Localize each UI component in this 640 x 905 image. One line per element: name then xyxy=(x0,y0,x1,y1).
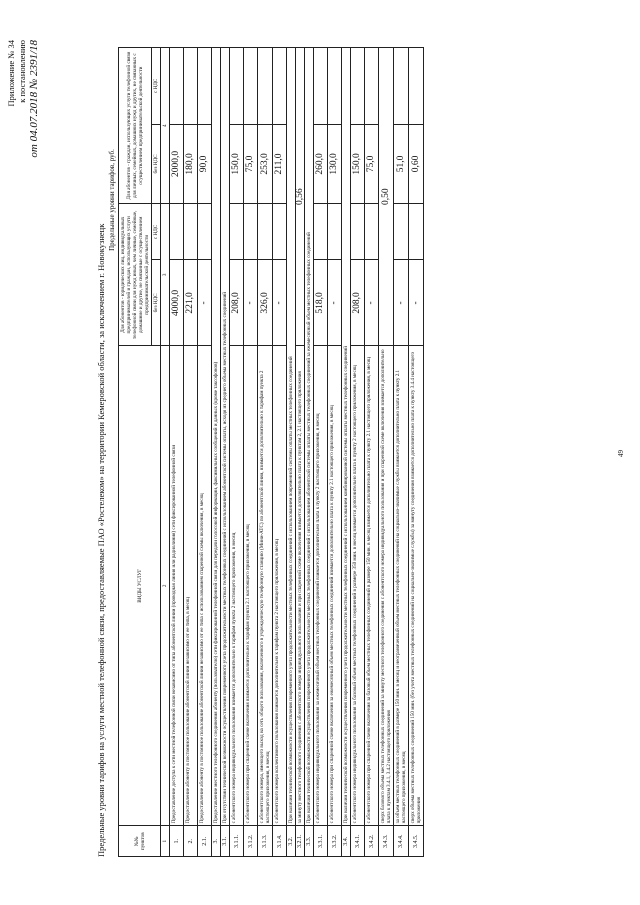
tariff-b-s-nds xyxy=(230,48,244,125)
tariff-b-bez-nds: 51,0 xyxy=(394,124,409,204)
row-number: 3.2. xyxy=(287,826,296,857)
tariff-a-bez-nds: 208,0 xyxy=(230,260,244,346)
tariff-a-s-nds xyxy=(328,204,342,260)
table-row xyxy=(328,48,342,857)
tariff-b-bez-nds: 180,0 xyxy=(184,124,198,204)
tariff-a-bez-nds: - xyxy=(244,260,258,346)
tariff-b-bez-nds: 0,60 xyxy=(409,124,424,204)
tariff-b-s-nds xyxy=(258,48,273,125)
service-description: за объем местных телефонных соединений в размере 150 мин. в месяц и неограниченный объем местных телефонных соединений на социально-значимые службы взимается дополнительно плата к пункту 2.1 настоящего приложения, в месяц xyxy=(394,346,409,826)
section-row xyxy=(212,48,221,857)
tariff-b-bez-nds: 2000,0 xyxy=(170,124,184,204)
tariff-b-bez-nds: 75,0 xyxy=(365,124,379,204)
row-number: 3.4.2. xyxy=(365,826,379,857)
row-number: 3.4.4. xyxy=(394,826,409,857)
tariff-a-bez-nds: 4000,0 xyxy=(170,260,184,346)
row-number: 3.2.1. xyxy=(296,826,305,857)
section-row xyxy=(287,48,296,857)
tariff-a-s-nds xyxy=(351,204,365,260)
tariff-a-s-nds xyxy=(409,204,424,260)
tariff-table-body xyxy=(170,48,424,857)
row-number: 2. xyxy=(184,826,198,857)
table-row xyxy=(296,48,305,857)
header-row-groups xyxy=(119,48,152,857)
section-title: При наличии технической возможности осуществления повременного учета продолжительности местных телефонных соединений с использованием повременной системы оплаты местных телефонных соединений xyxy=(287,48,296,826)
tariff-b-bez-nds: 90,0 xyxy=(198,124,212,204)
table-row xyxy=(198,48,212,857)
tariff-a-s-nds xyxy=(244,204,258,260)
service-description: с абонентского номера при спаренной схеме включения за базовый объем местных телефонных соединений в размере 150 мин. в месяц взимается дополнительно плата к пункту 2.1 настоящего приложения, в месяц xyxy=(365,346,379,826)
section-title: Предоставление местного телефонного соединения абоненту (пользователю) сети фиксированной телефонной связи для передачи голосовой информации, факсимильных сообщений и данных (кроме таксофонов) xyxy=(212,48,221,826)
col-b-bez-nds: без НДС xyxy=(152,124,161,204)
tariff-a-bez-nds: 221,0 xyxy=(184,260,198,346)
col-num-3: 3 xyxy=(161,204,170,346)
service-description: с абонентского номера при спаренной схеме включения взимается дополнительно к тарифам пункта 2.1 настоящего приложения, в месяц xyxy=(244,346,258,826)
tariff-a-bez-nds: - xyxy=(328,260,342,346)
row-number: 3.4.1. xyxy=(351,826,365,857)
tariff-a-s-nds xyxy=(314,204,328,260)
tariff-b-bez-nds: 211,0 xyxy=(273,124,287,204)
tariff-a-bez-nds: - xyxy=(273,260,287,346)
row-number: 3.1.3. xyxy=(258,826,273,857)
table-row xyxy=(409,48,424,857)
tariff-b-bez-nds: 75,0 xyxy=(244,124,258,204)
header-row-numbers xyxy=(161,48,170,857)
tariff-a-s-nds xyxy=(230,204,244,260)
row-number: 3.4. xyxy=(342,826,351,857)
col-number-header: №№ пунктов xyxy=(119,826,161,857)
tariff-a-s-nds xyxy=(198,204,212,260)
tariff-a-s-nds xyxy=(258,204,273,260)
col-num-1: 1 xyxy=(161,826,170,857)
tariff-a-s-nds xyxy=(394,204,409,260)
service-description: с абонентского номера индивидуального пользования за ежемесячный объем местных телефонных соединений взимается дополнительно плата к пункту 2 настоящего приложения, в месяц xyxy=(314,346,328,826)
service-description: с абонентского номера, имеющего выход на сеть общего пользования, включенного в учрежденческую телефонную станцию (Мини-АТС) по абонентской линии, взимается дополнительно к тарифам пункта 2 настоящего приложения, в месяц xyxy=(258,346,273,826)
service-description: Предоставление абоненту в постоянное пользование абонентской линии независимо от ее типа, в месяц xyxy=(184,346,198,826)
tariff-a-s-nds xyxy=(365,204,379,260)
tariff-b-bez-nds: 150,0 xyxy=(230,124,244,204)
table-row xyxy=(170,48,184,857)
tariff-b-bez-nds: 150,0 xyxy=(351,124,365,204)
table-row xyxy=(258,48,273,857)
tariff-a-bez-nds: 326,0 xyxy=(258,260,273,346)
tariff-a-bez-nds: - xyxy=(365,260,379,346)
row-number: 3.3.2. xyxy=(328,826,342,857)
tariff-a-bez-nds: 518,0 xyxy=(314,260,328,346)
tariff-b-s-nds xyxy=(198,48,212,125)
row-number: 3.3. xyxy=(305,826,314,857)
service-description: Предоставление абоненту в постоянное пользование абонентской линии независимо от ее типа с использованием спаренной схемы включения, в месяц xyxy=(198,346,212,826)
tariff-b-s-nds xyxy=(170,48,184,125)
tariff-subtitle: Предельные уровни тарифов, руб. xyxy=(108,149,116,251)
section-row xyxy=(342,48,351,857)
service-description: с абонентского номера при спаренной схеме включения за ежемесячный объем местных телефонных соединений взимается дополнительно плата к пункту 2.1 настоящего приложения, в месяц xyxy=(328,346,342,826)
row-number: 2.1. xyxy=(198,826,212,857)
appendix-label: Приложение № 34 xyxy=(6,40,16,107)
row-number: 3.1.4. xyxy=(273,826,287,857)
tariff-b-bez-nds: 253,0 xyxy=(258,124,273,204)
tariff-table xyxy=(118,47,424,857)
table-row xyxy=(379,48,394,857)
service-description: с абонентского номера индивидуального пользования за базовый объем местных телефонных соединений в размере 350 мин. в месяц взимается дополнительно плата к пункту 2 настоящего приложения, в месяц xyxy=(351,346,365,826)
col-num-2: 2 xyxy=(161,346,170,826)
row-number: 3.4.5. xyxy=(409,826,424,857)
service-description: с абонентского номера коллективного пользования взимается дополнительно к тарифам пункта 2 настоящего приложения, в месяц xyxy=(273,346,287,826)
tariff-a-bez-nds: 208,0 xyxy=(351,260,365,346)
col-group-a-header: Для абонентов - юридических лиц, индивидуальных предпринимателей и граждан, использующих услуги телефонной связи для нужд иных, чем личные, семейные, домашние и другие, не связанные с осуществлением предпринимательской деятельности xyxy=(119,204,152,346)
row-number: 1. xyxy=(170,826,184,857)
col-group-b-header: Для абонентов - граждан, использующих услуги телефонной связи для личных, семейных, домашних нужд и других, не связанных с осуществлением предпринимательской деятельности xyxy=(119,48,152,204)
col-b-s-nds: с НДС xyxy=(152,48,161,125)
service-description: с абонентского номера индивидуального пользования взимается дополнительно к тарифам пункта 2 настоящего приложения, в месяц xyxy=(230,346,244,826)
service-description: за минуту местного телефонного соединения с абонентского номера индивидуального пользования и при спаренной схеме включения взимается дополнительно плата к пунктам 2, 2.1 настоящего приложения xyxy=(296,346,305,826)
section-row xyxy=(305,48,314,857)
tariff-b-s-nds xyxy=(328,48,342,125)
section-title: При наличии технической возможности осуществления повременного учета продолжительности местных телефонных соединений с использованием абонентской системы оплаты местных телефонных соединений за ежемесячный объем местных телефонных соединений xyxy=(305,48,314,826)
tariff-b-bez-nds: 130,0 xyxy=(328,124,342,204)
tariff-a-bez-nds: - xyxy=(394,260,409,346)
service-description: сверх базового объема местных телефонных соединений за минуту местного телефонного соединения с абонентского номера индивидуального пользования и при спаренной схеме включения взимается дополнительно плата к пунктам 3.4.1, 3.4.2 настоящего приложения xyxy=(379,346,394,826)
section-title: При наличии технической возможности осуществления повременного учета продолжительности местных телефонных соединений с использованием комбинированной системы оплаты местных телефонных соединений xyxy=(342,48,351,826)
table-row xyxy=(351,48,365,857)
row-number: 3.1.1. xyxy=(230,826,244,857)
tariff-b-s-nds xyxy=(409,48,424,125)
row-number: 3. xyxy=(212,826,221,857)
appendix-line2: к постановлению xyxy=(17,40,27,103)
row-number: 3.4.3. xyxy=(379,826,394,857)
page-number: 49 xyxy=(617,450,625,457)
appendix-header xyxy=(6,40,41,158)
section-title: При отсутствии технической возможности осуществления повременного учета продолжительности местных телефонных соединений с использованием абонентской системы оплаты, исходя из среднего объема местных телефонных соединений xyxy=(221,48,230,826)
tariff-b-s-nds xyxy=(314,48,328,125)
row-number: 3.3.1. xyxy=(314,826,328,857)
tariff-b-s-nds xyxy=(351,48,365,125)
tariff-b-s-nds xyxy=(244,48,258,125)
tariff-value-merged: 0,50 xyxy=(379,48,394,346)
tariff-a-s-nds xyxy=(273,204,287,260)
section-row xyxy=(221,48,230,857)
tariff-a-bez-nds: - xyxy=(409,260,424,346)
tariff-a-s-nds xyxy=(170,204,184,260)
service-description: сверх объема местных телефонных соединений 150 мин. (без учета местных телефонных соединений на социально-значимые службы) за минуту соединения взимается дополнительно плата к пункту 3.4.4 настоящего приложения xyxy=(409,346,424,826)
table-row xyxy=(273,48,287,857)
col-num-4: 4 xyxy=(161,48,170,204)
row-number: 3.1. xyxy=(221,826,230,857)
table-row xyxy=(184,48,198,857)
tariff-b-s-nds xyxy=(273,48,287,125)
document-title: Предельные уровни тарифов на услуги местной телефонной связи, предоставляемые ПАО «Ростелеком» на территории Кемеровской области, за исключением г. Новокузнецк xyxy=(96,223,106,857)
col-a-s-nds: с НДС xyxy=(152,204,161,260)
table-row xyxy=(314,48,328,857)
tariff-value-merged: 0,56 xyxy=(296,48,305,346)
tariff-b-s-nds xyxy=(184,48,198,125)
table-row xyxy=(230,48,244,857)
tariff-b-bez-nds: 260,0 xyxy=(314,124,328,204)
table-row xyxy=(394,48,409,857)
tariff-b-s-nds xyxy=(365,48,379,125)
row-number: 3.1.2. xyxy=(244,826,258,857)
tariff-a-s-nds xyxy=(184,204,198,260)
col-a-bez-nds: без НДС xyxy=(152,260,161,346)
service-description: Предоставление доступа к сети местной телефонной связи независимо от типа абонентской линии (проводная линия или радиолиния) сети фиксированной телефонной связи xyxy=(170,346,184,826)
tariff-a-bez-nds: - xyxy=(198,260,212,346)
tariff-b-s-nds xyxy=(394,48,409,125)
table-row xyxy=(365,48,379,857)
appendix-date: от 04.07.2018 № 2391/18 xyxy=(28,40,40,158)
table-row xyxy=(244,48,258,857)
col-services-header: ВИДЫ УСЛУГ xyxy=(119,346,161,826)
